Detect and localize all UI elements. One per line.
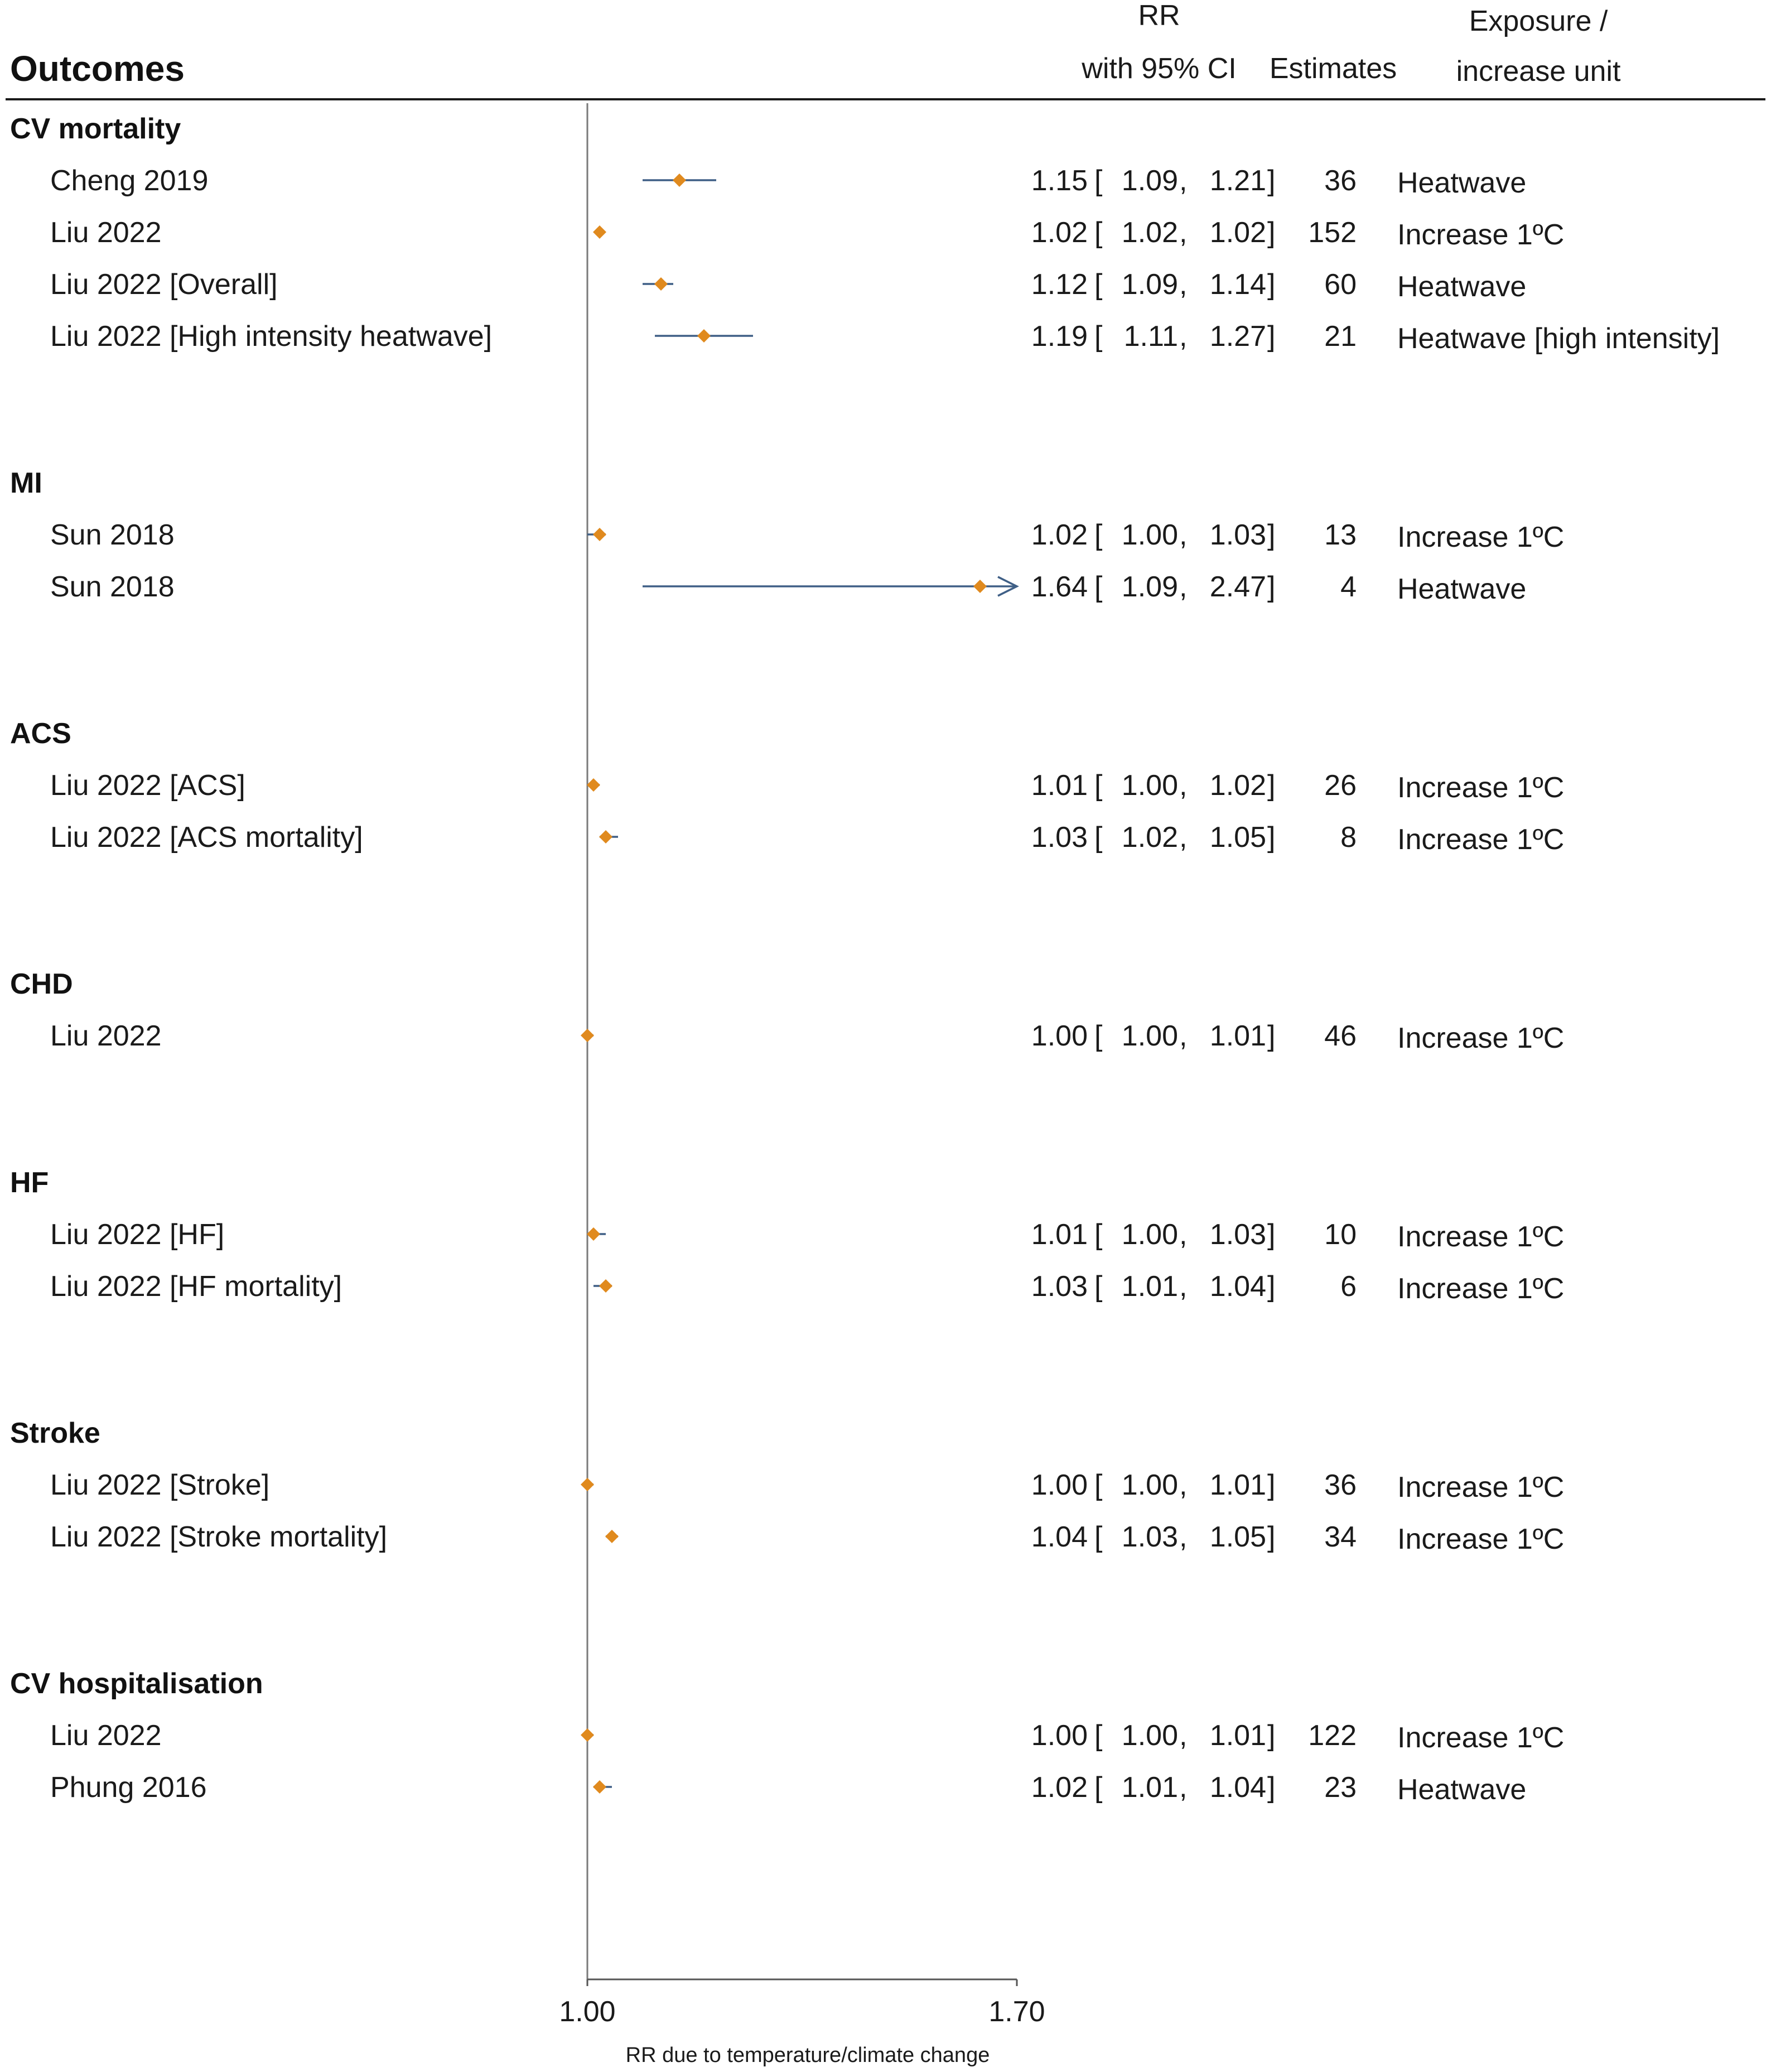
ci-bracket-close: ] xyxy=(1267,216,1276,249)
ci-upper-value: 1.04 xyxy=(1209,1771,1266,1804)
point-estimate xyxy=(697,329,711,343)
group-header: ACS xyxy=(10,717,71,750)
exposure-value: Heatwave xyxy=(1397,167,1527,199)
point-estimate xyxy=(581,1029,594,1042)
ci-lower-value: 1.00 xyxy=(1121,1218,1178,1251)
point-estimate xyxy=(654,277,668,291)
ci-bracket-open: [ xyxy=(1094,165,1103,197)
ci-upper-value: 1.01 xyxy=(1209,1469,1266,1501)
rr-value: 1.02 xyxy=(1031,519,1088,551)
estimates-value: 152 xyxy=(1308,216,1357,249)
ci-upper-value: 1.02 xyxy=(1209,216,1266,249)
exposure-header-line1: Exposure / xyxy=(1469,5,1608,37)
ci-bracket-open: [ xyxy=(1094,1020,1103,1052)
point-estimate xyxy=(581,1478,594,1491)
exposure-value: Increase 1ºC xyxy=(1397,521,1565,553)
estimates-value: 4 xyxy=(1340,571,1357,603)
rr-header-line1: RR xyxy=(1138,0,1180,32)
study-label: Liu 2022 [HF] xyxy=(50,1218,225,1251)
group-header: CV hospitalisation xyxy=(10,1668,263,1700)
point-estimate xyxy=(587,778,600,792)
point-estimate xyxy=(599,1279,612,1293)
point-estimate xyxy=(673,174,686,187)
ci-lower-value: 1.00 xyxy=(1121,1719,1178,1752)
study-label: Phung 2016 xyxy=(50,1771,207,1804)
estimates-value: 36 xyxy=(1324,1469,1357,1501)
ci-upper-value: 1.02 xyxy=(1209,769,1266,802)
ci-lower-value: 1.09 xyxy=(1121,268,1178,301)
group-header: CV mortality xyxy=(10,113,181,145)
ci-separator: , xyxy=(1179,1218,1188,1251)
estimates-value: 60 xyxy=(1324,268,1357,301)
ci-bracket-open: [ xyxy=(1094,268,1103,301)
study-label: Liu 2022 xyxy=(50,1020,162,1052)
point-estimate xyxy=(593,1780,606,1794)
estimates-value: 34 xyxy=(1324,1521,1357,1553)
ci-bracket-open: [ xyxy=(1094,1719,1103,1752)
ci-bracket-close: ] xyxy=(1267,1218,1276,1251)
estimates-value: 10 xyxy=(1324,1218,1357,1251)
ci-upper-value: 1.27 xyxy=(1209,320,1266,353)
ci-separator: , xyxy=(1179,1719,1188,1752)
rr-value: 1.15 xyxy=(1031,165,1088,197)
exposure-value: Increase 1ºC xyxy=(1397,1471,1565,1504)
study-label: Cheng 2019 xyxy=(50,165,209,197)
study-label: Sun 2018 xyxy=(50,571,175,603)
ci-bracket-close: ] xyxy=(1267,1719,1276,1752)
rr-value: 1.02 xyxy=(1031,1771,1088,1804)
ci-separator: , xyxy=(1179,519,1188,551)
ci-bracket-open: [ xyxy=(1094,1218,1103,1251)
x-tick-label: 1.00 xyxy=(559,1996,616,2028)
study-label: Liu 2022 [ACS] xyxy=(50,769,245,802)
ci-separator: , xyxy=(1179,268,1188,301)
exposure-value: Increase 1ºC xyxy=(1397,1273,1565,1305)
study-label: Liu 2022 xyxy=(50,1719,162,1752)
study-label: Liu 2022 [Stroke] xyxy=(50,1469,270,1501)
ci-bracket-close: ] xyxy=(1267,320,1276,353)
ci-bracket-open: [ xyxy=(1094,1270,1103,1303)
ci-bracket-open: [ xyxy=(1094,1469,1103,1501)
x-axis-ticks xyxy=(559,1979,1045,2028)
ci-bracket-open: [ xyxy=(1094,519,1103,551)
ci-separator: , xyxy=(1179,1521,1188,1553)
study-label: Liu 2022 [Overall] xyxy=(50,268,278,301)
rr-value: 1.00 xyxy=(1031,1020,1088,1052)
estimates-value: 21 xyxy=(1324,320,1357,353)
estimates-value: 36 xyxy=(1324,165,1357,197)
ci-lower-value: 1.00 xyxy=(1121,1469,1178,1501)
ci-bracket-close: ] xyxy=(1267,571,1276,603)
point-estimate xyxy=(973,580,987,593)
point-estimate xyxy=(587,1227,600,1241)
ci-bracket-close: ] xyxy=(1267,268,1276,301)
ci-bracket-close: ] xyxy=(1267,519,1276,551)
exposure-value: Increase 1ºC xyxy=(1397,1523,1565,1555)
exposure-value: Heatwave xyxy=(1397,271,1527,303)
x-tick-label: 1.70 xyxy=(988,1996,1045,2028)
ci-lower-value: 1.01 xyxy=(1121,1771,1178,1804)
ci-lower-value: 1.02 xyxy=(1121,216,1178,249)
ci-upper-value: 1.03 xyxy=(1209,519,1266,551)
ci-upper-value: 1.05 xyxy=(1209,1521,1266,1553)
rr-header-line2: with 95% CI xyxy=(1082,52,1237,85)
exposure-value: Increase 1ºC xyxy=(1397,772,1565,804)
rr-value: 1.04 xyxy=(1031,1521,1088,1553)
ci-separator: , xyxy=(1179,1270,1188,1303)
study-label: Liu 2022 [ACS mortality] xyxy=(50,821,363,854)
ci-upper-value: 1.03 xyxy=(1209,1218,1266,1251)
rr-value: 1.00 xyxy=(1031,1719,1088,1752)
ci-bracket-close: ] xyxy=(1267,821,1276,854)
point-estimate xyxy=(599,830,612,844)
ci-lower-value: 1.00 xyxy=(1121,769,1178,802)
ci-separator: , xyxy=(1179,1469,1188,1501)
ci-lower-value: 1.00 xyxy=(1121,1020,1178,1052)
ci-bracket-close: ] xyxy=(1267,1521,1276,1553)
estimates-value: 13 xyxy=(1324,519,1357,551)
rr-value: 1.00 xyxy=(1031,1469,1088,1501)
exposure-value: Increase 1ºC xyxy=(1397,823,1565,856)
ci-separator: , xyxy=(1179,216,1188,249)
rr-value: 1.02 xyxy=(1031,216,1088,249)
point-estimate xyxy=(593,225,606,239)
ci-separator: , xyxy=(1179,571,1188,603)
group-header: CHD xyxy=(10,968,73,1000)
estimates-header: Estimates xyxy=(1269,52,1397,85)
rr-value: 1.03 xyxy=(1031,1270,1088,1303)
rr-value: 1.01 xyxy=(1031,769,1088,802)
ci-separator: , xyxy=(1179,320,1188,353)
point-estimate xyxy=(581,1728,594,1742)
exposure-value: Heatwave xyxy=(1397,573,1527,605)
rr-value: 1.19 xyxy=(1031,320,1088,353)
ci-bracket-open: [ xyxy=(1094,571,1103,603)
exposure-value: Increase 1ºC xyxy=(1397,1022,1565,1054)
study-label: Liu 2022 [HF mortality] xyxy=(50,1270,342,1303)
study-label: Sun 2018 xyxy=(50,519,175,551)
ci-upper-value: 2.47 xyxy=(1209,571,1266,603)
ci-separator: , xyxy=(1179,769,1188,802)
exposure-value: Heatwave xyxy=(1397,1774,1527,1806)
ci-lower-value: 1.11 xyxy=(1123,320,1178,353)
point-estimate xyxy=(605,1530,619,1543)
point-estimate xyxy=(593,528,606,541)
rr-value: 1.01 xyxy=(1031,1218,1088,1251)
ci-lower-value: 1.02 xyxy=(1121,821,1178,854)
outcomes-header: Outcomes xyxy=(10,49,185,89)
rr-value: 1.12 xyxy=(1031,268,1088,301)
ci-separator: , xyxy=(1179,821,1188,854)
ci-bracket-close: ] xyxy=(1267,769,1276,802)
exposure-value: Increase 1ºC xyxy=(1397,219,1565,251)
ci-bracket-open: [ xyxy=(1094,821,1103,854)
group-header: Stroke xyxy=(10,1417,100,1449)
ci-upper-value: 1.01 xyxy=(1209,1719,1266,1752)
ci-upper-value: 1.14 xyxy=(1209,268,1266,301)
study-label: Liu 2022 xyxy=(50,216,162,249)
estimates-value: 23 xyxy=(1324,1771,1357,1804)
x-axis-label: RR due to temperature/climate change xyxy=(625,2044,990,2067)
ci-separator: , xyxy=(1179,1020,1188,1052)
exposure-header-line2: increase unit xyxy=(1456,55,1621,88)
ci-upper-value: 1.04 xyxy=(1209,1270,1266,1303)
group-header: MI xyxy=(10,467,42,499)
ci-bracket-open: [ xyxy=(1094,216,1103,249)
ci-upper-value: 1.01 xyxy=(1209,1020,1266,1052)
ci-bracket-open: [ xyxy=(1094,320,1103,353)
ci-bracket-close: ] xyxy=(1267,1020,1276,1052)
exposure-value: Increase 1ºC xyxy=(1397,1722,1565,1754)
ci-lower-value: 1.03 xyxy=(1121,1521,1178,1553)
study-label: Liu 2022 [High intensity heatwave] xyxy=(50,320,493,353)
rr-value: 1.64 xyxy=(1031,571,1088,603)
group-header: HF xyxy=(10,1167,49,1199)
ci-lower-value: 1.00 xyxy=(1121,519,1178,551)
ci-upper-value: 1.21 xyxy=(1209,165,1266,197)
ci-bracket-open: [ xyxy=(1094,1771,1103,1804)
exposure-value: Increase 1ºC xyxy=(1397,1221,1565,1253)
ci-lower-value: 1.01 xyxy=(1121,1270,1178,1303)
ci-upper-value: 1.05 xyxy=(1209,821,1266,854)
estimates-value: 46 xyxy=(1324,1020,1357,1052)
ci-bracket-open: [ xyxy=(1094,1521,1103,1553)
estimates-value: 6 xyxy=(1340,1270,1357,1303)
ci-bracket-open: [ xyxy=(1094,769,1103,802)
ci-bracket-close: ] xyxy=(1267,165,1276,197)
ci-bracket-close: ] xyxy=(1267,1270,1276,1303)
ci-lower-value: 1.09 xyxy=(1121,571,1178,603)
estimates-value: 122 xyxy=(1308,1719,1357,1752)
ci-lower-value: 1.09 xyxy=(1121,165,1178,197)
study-label: Liu 2022 [Stroke mortality] xyxy=(50,1521,388,1553)
ci-bracket-close: ] xyxy=(1267,1771,1276,1804)
exposure-value: Heatwave [high intensity] xyxy=(1397,322,1720,355)
ci-bracket-close: ] xyxy=(1267,1469,1276,1501)
rr-value: 1.03 xyxy=(1031,821,1088,854)
ci-separator: , xyxy=(1179,165,1188,197)
ci-separator: , xyxy=(1179,1771,1188,1804)
forest-rows xyxy=(10,113,1720,1806)
estimates-value: 8 xyxy=(1340,821,1357,854)
estimates-value: 26 xyxy=(1324,769,1357,802)
